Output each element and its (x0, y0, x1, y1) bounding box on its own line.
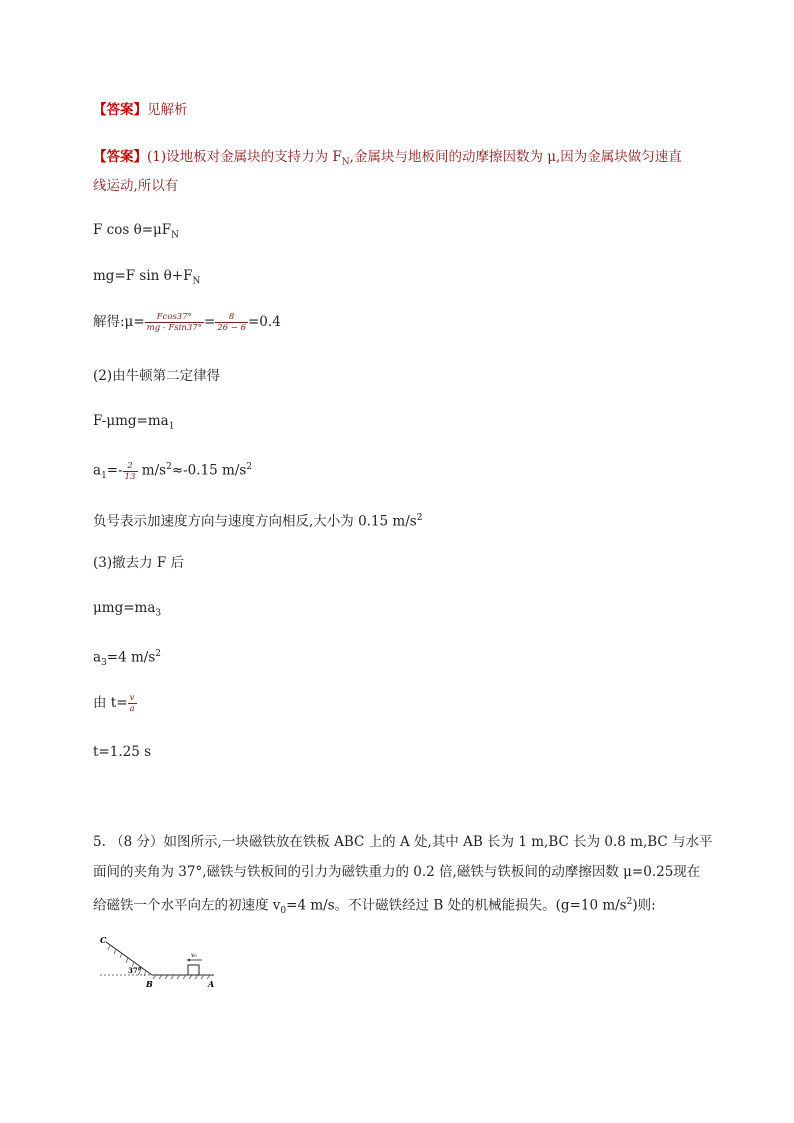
answer-text: 见解析 (147, 102, 188, 118)
equation-4 (93, 412, 174, 436)
incline-diagram (96, 934, 226, 994)
subscript: 3 (101, 658, 107, 669)
subscript: 1 (101, 471, 107, 482)
question-5-line-3 (93, 893, 656, 920)
numerator: Fcos37° (145, 312, 204, 323)
approx-value: ≈-0.15 m/s (171, 462, 247, 479)
equation-text: a (93, 649, 102, 666)
answer-text-a: (1)设地板对金属块的支持力为 F (147, 149, 342, 165)
label-b: B (146, 979, 153, 989)
equation-suffix: =0.4 (248, 314, 281, 330)
fraction (145, 312, 204, 333)
note-text: 负号表示加速度方向与速度方向相反,大小为 0.15 m/s (93, 513, 417, 530)
denominator: 13 (124, 471, 136, 482)
denominator: 26 − 6 (217, 323, 246, 333)
label-a: A (208, 979, 215, 989)
answer-tag: 【答案】 (93, 102, 147, 118)
equation-2 (93, 267, 200, 291)
equation-text: a (93, 462, 102, 479)
superscript: 2 (155, 649, 162, 659)
equation-3 (93, 312, 281, 333)
subscript: N (341, 157, 350, 168)
unit: m/s (137, 462, 167, 479)
denominator: mg - Fsin37° (146, 323, 202, 333)
arrow-head-icon (187, 959, 190, 962)
question-5-line-1: 5. （8 分）如图所示,一块磁铁放在铁板 ABC 上的 A 处,其中 AB 长为 1 m,BC 长为 0.8 m,BC 与水平 (93, 834, 713, 850)
superscript: 2 (626, 897, 633, 907)
equation-prefix: 解得:μ= (93, 314, 145, 330)
surface-hatching (153, 975, 210, 979)
denominator: a (129, 704, 135, 714)
equation-text: F cos θ=μF (93, 222, 172, 238)
answer-line-1 (93, 101, 188, 119)
equation-text: 由 t= (93, 695, 128, 711)
subscript: 1 (168, 421, 175, 432)
label-v0: v₀ (191, 952, 197, 959)
fraction (128, 693, 137, 714)
numerator: v (128, 693, 137, 704)
answer-line-2 (93, 148, 682, 172)
equation-text: μmg=ma (93, 600, 156, 616)
equals-sign: = (203, 314, 216, 330)
part-2-heading: (2)由牛顿第二定律得 (93, 368, 221, 384)
equation-1 (93, 221, 179, 245)
equation-9: t=1.25 s (93, 744, 152, 760)
numerator: 2 (123, 461, 138, 472)
subscript: 3 (155, 608, 162, 619)
negative-sign-note (93, 509, 422, 531)
fraction (215, 312, 248, 333)
subscript: N (192, 276, 201, 287)
equation-text: =- (106, 462, 123, 479)
superscript: 2 (416, 513, 423, 523)
equation-5 (93, 458, 252, 485)
equation-text: =4 m/s (106, 649, 156, 666)
superscript: 2 (246, 462, 253, 472)
answer-tag: 【答案】 (93, 149, 147, 165)
answer-line-3: 线运动,所以有 (93, 178, 179, 194)
question-text: 给磁铁一个水平向左的初速度 v (93, 897, 281, 914)
equation-text: mg=F sin θ+F (93, 268, 193, 284)
part-3-heading: (3)撤去力 F 后 (93, 555, 185, 571)
superscript: 2 (166, 462, 172, 472)
question-5-line-2: 面间的夹角为 37°,磁铁与铁板间的引力为磁铁重力的 0.2 倍,磁铁与铁板间的动摩擦因数 μ=0.25现在 (93, 864, 701, 880)
numerator: 8 (215, 312, 248, 323)
subscript: 0 (280, 906, 287, 917)
question-text: )则: (632, 897, 656, 914)
label-c: C (100, 935, 107, 945)
equation-6 (93, 599, 161, 623)
subscript: N (171, 230, 180, 241)
equation-text: F-μmg=ma (93, 413, 169, 429)
equation-8 (93, 693, 137, 714)
label-angle: 37° (128, 966, 142, 975)
magnet-block (188, 965, 199, 975)
answer-text-b: ,金属块与地板间的动摩擦因数为 μ,因为金属块做匀速直 (349, 149, 682, 165)
fraction (123, 461, 138, 482)
equation-7 (93, 645, 161, 672)
question-text: =4 m/s。不计磁铁经过 B 处的机械能损失。(g=10 m/s (286, 897, 627, 914)
